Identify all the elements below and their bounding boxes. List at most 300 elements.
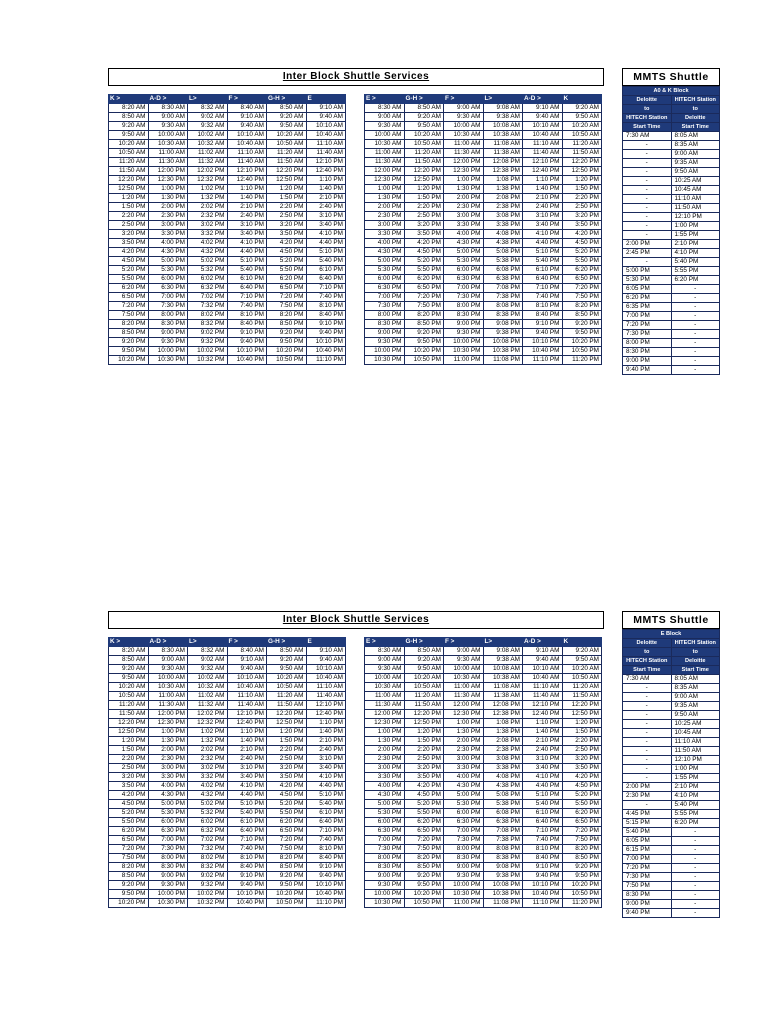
time-cell: 8:50 AM bbox=[109, 656, 149, 665]
table-row bbox=[365, 212, 602, 221]
time-cell: 12:32 PM bbox=[188, 719, 228, 728]
time-cell: 10:08 AM bbox=[483, 665, 523, 674]
mmts-time-cell: 6:05 PM bbox=[623, 837, 672, 846]
time-cell: 8:10 PM bbox=[306, 845, 346, 854]
time-cell: 9:10 AM bbox=[227, 656, 267, 665]
time-cell: 9:32 PM bbox=[188, 338, 228, 347]
mmts-time-cell: - bbox=[623, 729, 672, 738]
mmts-row bbox=[623, 285, 720, 294]
time-cell: 1:30 PM bbox=[444, 185, 484, 194]
mmts-row bbox=[623, 675, 720, 684]
mmts-column-header: HITECH Station bbox=[671, 96, 720, 105]
time-cell: 3:20 PM bbox=[404, 764, 444, 773]
table-row bbox=[109, 764, 346, 773]
time-cell: 6:00 PM bbox=[148, 818, 188, 827]
time-cell: 8:30 AM bbox=[148, 647, 188, 656]
time-cell: 10:20 AM bbox=[267, 674, 307, 683]
mmts-time-cell: 10:45 AM bbox=[671, 729, 720, 738]
time-cell: 3:32 PM bbox=[188, 773, 228, 782]
time-cell: 9:50 AM bbox=[562, 656, 602, 665]
time-cell: 12:02 PM bbox=[188, 710, 228, 719]
time-cell: 4:10 PM bbox=[227, 239, 267, 248]
table-row bbox=[109, 728, 346, 737]
mmts-time-cell: - bbox=[623, 747, 672, 756]
mmts-title: MMTS Shuttle bbox=[622, 68, 720, 86]
time-cell: 11:20 AM bbox=[562, 683, 602, 692]
table-row bbox=[109, 818, 346, 827]
mmts-row bbox=[623, 321, 720, 330]
time-cell: 9:40 PM bbox=[306, 872, 346, 881]
time-cell: 5:50 PM bbox=[267, 809, 307, 818]
time-cell: 4:30 PM bbox=[365, 248, 405, 257]
time-cell: 11:50 AM bbox=[109, 710, 149, 719]
time-cell: 12:08 PM bbox=[483, 701, 523, 710]
mmts-time-cell: 4:45 PM bbox=[623, 810, 672, 819]
time-cell: 11:08 PM bbox=[483, 899, 523, 908]
mmts-time-cell: 11:10 AM bbox=[671, 195, 720, 204]
time-cell: 10:30 AM bbox=[148, 683, 188, 692]
time-cell: 8:20 AM bbox=[109, 104, 149, 113]
table-row bbox=[109, 881, 346, 890]
time-cell: 5:32 PM bbox=[188, 809, 228, 818]
time-cell: 2:20 PM bbox=[267, 203, 307, 212]
time-cell: 1:20 PM bbox=[404, 185, 444, 194]
time-cell: 7:50 PM bbox=[109, 311, 149, 320]
time-cell: 9:10 AM bbox=[306, 647, 346, 656]
time-cell: 10:30 PM bbox=[444, 347, 484, 356]
column-header: F > bbox=[444, 95, 484, 104]
time-cell: 3:08 PM bbox=[483, 212, 523, 221]
table-row bbox=[109, 890, 346, 899]
time-cell: 9:32 PM bbox=[188, 881, 228, 890]
mmts-time-cell: - bbox=[671, 339, 720, 348]
time-cell: 9:50 PM bbox=[404, 338, 444, 347]
time-cell: 12:30 PM bbox=[148, 176, 188, 185]
time-cell: 1:10 PM bbox=[227, 728, 267, 737]
column-header: G-H > bbox=[404, 95, 444, 104]
column-header: K bbox=[562, 638, 602, 647]
time-cell: 8:40 PM bbox=[306, 854, 346, 863]
time-cell: 9:00 PM bbox=[148, 872, 188, 881]
time-cell: 8:50 PM bbox=[562, 854, 602, 863]
time-cell: 11:50 AM bbox=[562, 149, 602, 158]
time-cell: 9:50 AM bbox=[109, 131, 149, 140]
time-cell: 2:40 PM bbox=[227, 212, 267, 221]
table-row bbox=[109, 158, 346, 167]
time-cell: 7:32 PM bbox=[188, 302, 228, 311]
time-cell: 8:30 PM bbox=[444, 311, 484, 320]
mmts-time-cell: - bbox=[623, 159, 672, 168]
time-cell: 4:40 PM bbox=[227, 248, 267, 257]
time-cell: 10:20 PM bbox=[562, 338, 602, 347]
time-cell: 3:40 PM bbox=[306, 764, 346, 773]
time-cell: 8:00 PM bbox=[365, 854, 405, 863]
mmts-column-header: Start Time bbox=[671, 666, 720, 675]
table-row bbox=[365, 872, 602, 881]
table-row bbox=[109, 230, 346, 239]
mmts-row bbox=[623, 249, 720, 258]
time-cell: 12:10 PM bbox=[523, 158, 563, 167]
mmts-time-cell: 7:20 PM bbox=[623, 321, 672, 330]
time-cell: 9:50 AM bbox=[267, 665, 307, 674]
mmts-time-cell: 5:55 PM bbox=[671, 810, 720, 819]
time-cell: 4:08 PM bbox=[483, 230, 523, 239]
mmts-time-cell: 9:00 AM bbox=[671, 693, 720, 702]
table-row bbox=[365, 104, 602, 113]
table-row bbox=[365, 122, 602, 131]
mmts-row bbox=[623, 810, 720, 819]
mmts-time-cell: 10:25 AM bbox=[671, 720, 720, 729]
time-cell: 4:40 PM bbox=[227, 791, 267, 800]
time-cell: 9:50 PM bbox=[109, 347, 149, 356]
mmts-column-header: to bbox=[623, 105, 672, 114]
mmts-row bbox=[623, 195, 720, 204]
time-cell: 4:50 PM bbox=[109, 257, 149, 266]
time-cell: 10:40 PM bbox=[227, 356, 267, 365]
mmts-time-cell: - bbox=[671, 330, 720, 339]
mmts-time-cell: - bbox=[671, 846, 720, 855]
table-row bbox=[109, 248, 346, 257]
time-cell: 12:50 PM bbox=[404, 719, 444, 728]
time-cell: 8:50 PM bbox=[267, 863, 307, 872]
time-cell: 9:30 AM bbox=[444, 113, 484, 122]
time-cell: 9:02 AM bbox=[188, 656, 228, 665]
table-row bbox=[109, 755, 346, 764]
time-cell: 9:30 AM bbox=[365, 122, 405, 131]
time-cell: 6:30 PM bbox=[444, 275, 484, 284]
mmts-table bbox=[622, 629, 720, 918]
time-cell: 2:50 PM bbox=[404, 212, 444, 221]
mmts-time-cell: - bbox=[671, 864, 720, 873]
time-cell: 1:00 PM bbox=[365, 728, 405, 737]
time-cell: 4:02 PM bbox=[188, 782, 228, 791]
time-cell: 1:32 PM bbox=[188, 737, 228, 746]
table-row bbox=[109, 872, 346, 881]
mmts-time-cell: - bbox=[671, 303, 720, 312]
mmts-time-cell: 6:20 PM bbox=[671, 276, 720, 285]
time-cell: 5:20 PM bbox=[109, 809, 149, 818]
mmts-block-row bbox=[623, 87, 720, 96]
time-cell: 9:00 PM bbox=[444, 863, 484, 872]
time-cell: 7:10 PM bbox=[523, 827, 563, 836]
time-cell: 4:30 PM bbox=[148, 791, 188, 800]
time-cell: 2:30 PM bbox=[365, 755, 405, 764]
column-header: L> bbox=[483, 95, 523, 104]
table-row bbox=[365, 113, 602, 122]
table-row bbox=[365, 140, 602, 149]
mmts-row bbox=[623, 357, 720, 366]
time-cell: 1:40 PM bbox=[523, 728, 563, 737]
time-cell: 6:38 PM bbox=[483, 818, 523, 827]
time-cell: 10:00 AM bbox=[365, 131, 405, 140]
mmts-row bbox=[623, 204, 720, 213]
time-cell: 11:40 AM bbox=[306, 149, 346, 158]
mmts-time-cell: - bbox=[623, 756, 672, 765]
time-cell: 11:20 PM bbox=[562, 899, 602, 908]
time-cell: 6:50 PM bbox=[109, 836, 149, 845]
time-cell: 11:10 AM bbox=[523, 683, 563, 692]
time-cell: 10:50 AM bbox=[109, 692, 149, 701]
time-cell: 8:40 PM bbox=[306, 311, 346, 320]
time-cell: 9:30 PM bbox=[365, 338, 405, 347]
time-cell: 4:30 PM bbox=[365, 791, 405, 800]
time-cell: 12:50 PM bbox=[109, 728, 149, 737]
time-cell: 8:30 PM bbox=[148, 320, 188, 329]
time-cell: 10:38 PM bbox=[483, 890, 523, 899]
time-cell: 5:20 PM bbox=[267, 800, 307, 809]
mmts-header-row bbox=[623, 657, 720, 666]
table-row bbox=[109, 149, 346, 158]
time-cell: 1:20 PM bbox=[404, 728, 444, 737]
time-cell: 10:50 PM bbox=[404, 356, 444, 365]
time-cell: 9:00 PM bbox=[444, 320, 484, 329]
time-cell: 9:40 AM bbox=[227, 665, 267, 674]
time-cell: 9:50 AM bbox=[562, 113, 602, 122]
mmts-time-cell: 7:30 AM bbox=[623, 132, 672, 141]
mmts-header-row bbox=[623, 96, 720, 105]
time-cell: 3:38 PM bbox=[483, 221, 523, 230]
time-cell: 6:08 PM bbox=[483, 266, 523, 275]
time-cell: 9:20 PM bbox=[562, 863, 602, 872]
time-cell: 6:50 PM bbox=[267, 284, 307, 293]
time-cell: 1:40 PM bbox=[227, 737, 267, 746]
time-cell: 9:50 PM bbox=[404, 881, 444, 890]
time-cell: 3:00 PM bbox=[148, 221, 188, 230]
time-cell: 7:40 PM bbox=[306, 293, 346, 302]
mmts-row bbox=[623, 240, 720, 249]
time-cell: 10:50 PM bbox=[562, 890, 602, 899]
mmts-row bbox=[623, 828, 720, 837]
table-row bbox=[109, 122, 346, 131]
mmts-row bbox=[623, 339, 720, 348]
time-cell: 6:30 PM bbox=[444, 818, 484, 827]
time-cell: 10:20 AM bbox=[562, 122, 602, 131]
time-cell: 10:10 PM bbox=[227, 347, 267, 356]
time-cell: 11:10 AM bbox=[227, 149, 267, 158]
time-cell: 8:32 PM bbox=[188, 320, 228, 329]
table-row bbox=[365, 818, 602, 827]
time-cell: 12:00 PM bbox=[148, 710, 188, 719]
time-cell: 7:20 PM bbox=[267, 293, 307, 302]
time-cell: 10:50 AM bbox=[404, 683, 444, 692]
table-header-row bbox=[365, 95, 602, 104]
time-cell: 10:50 AM bbox=[562, 674, 602, 683]
time-cell: 5:30 PM bbox=[365, 809, 405, 818]
time-cell: 2:00 PM bbox=[365, 746, 405, 755]
time-cell: 9:20 AM bbox=[404, 656, 444, 665]
time-cell: 5:40 PM bbox=[523, 800, 563, 809]
mmts-row bbox=[623, 141, 720, 150]
time-cell: 3:50 PM bbox=[562, 764, 602, 773]
table-row bbox=[109, 212, 346, 221]
time-cell: 1:00 PM bbox=[365, 185, 405, 194]
table-row bbox=[109, 647, 346, 656]
time-cell: 3:40 PM bbox=[523, 764, 563, 773]
time-cell: 3:50 PM bbox=[109, 239, 149, 248]
mmts-time-cell: 5:55 PM bbox=[671, 267, 720, 276]
time-cell: 10:10 AM bbox=[523, 122, 563, 131]
mmts-block-row bbox=[623, 630, 720, 639]
time-cell: 6:00 PM bbox=[148, 275, 188, 284]
time-cell: 7:30 PM bbox=[444, 293, 484, 302]
time-cell: 9:30 PM bbox=[365, 881, 405, 890]
time-cell: 1:50 PM bbox=[562, 728, 602, 737]
mmts-time-cell: 10:25 AM bbox=[671, 177, 720, 186]
time-cell: 5:00 PM bbox=[365, 800, 405, 809]
time-cell: 10:00 AM bbox=[148, 131, 188, 140]
mmts-row bbox=[623, 837, 720, 846]
table-row bbox=[365, 674, 602, 683]
time-cell: 8:50 AM bbox=[267, 647, 307, 656]
time-cell: 10:32 PM bbox=[188, 356, 228, 365]
time-cell: 7:02 PM bbox=[188, 836, 228, 845]
time-cell: 4:30 PM bbox=[148, 248, 188, 257]
time-cell: 12:02 PM bbox=[188, 167, 228, 176]
table-header-row bbox=[109, 638, 346, 647]
table-row bbox=[365, 773, 602, 782]
time-cell: 6:10 PM bbox=[227, 275, 267, 284]
time-cell: 6:20 PM bbox=[109, 284, 149, 293]
time-cell: 8:30 PM bbox=[148, 863, 188, 872]
time-cell: 6:50 PM bbox=[404, 284, 444, 293]
time-cell: 5:00 PM bbox=[444, 248, 484, 257]
time-cell: 4:20 PM bbox=[267, 239, 307, 248]
time-cell: 9:20 PM bbox=[404, 329, 444, 338]
time-cell: 3:20 PM bbox=[562, 212, 602, 221]
mmts-row bbox=[623, 855, 720, 864]
time-cell: 12:40 PM bbox=[306, 710, 346, 719]
mmts-time-cell: - bbox=[671, 312, 720, 321]
table-row bbox=[365, 131, 602, 140]
time-cell: 9:38 AM bbox=[483, 656, 523, 665]
time-cell: 8:32 PM bbox=[188, 863, 228, 872]
time-cell: 10:30 AM bbox=[365, 140, 405, 149]
time-cell: 6:00 PM bbox=[365, 818, 405, 827]
time-cell: 10:40 PM bbox=[523, 890, 563, 899]
time-cell: 9:10 AM bbox=[306, 104, 346, 113]
time-cell: 7:40 PM bbox=[523, 293, 563, 302]
mmts-time-cell: - bbox=[623, 258, 672, 267]
column-header: G-H > bbox=[267, 95, 307, 104]
time-cell: 7:50 PM bbox=[267, 845, 307, 854]
time-cell: 2:20 PM bbox=[562, 194, 602, 203]
time-cell: 2:30 PM bbox=[148, 755, 188, 764]
time-cell: 5:20 PM bbox=[267, 257, 307, 266]
time-cell: 9:20 AM bbox=[562, 647, 602, 656]
time-cell: 2:50 PM bbox=[267, 212, 307, 221]
time-cell: 10:30 AM bbox=[444, 674, 484, 683]
mmts-time-cell: - bbox=[671, 828, 720, 837]
time-cell: 8:50 PM bbox=[267, 320, 307, 329]
table-row bbox=[365, 656, 602, 665]
time-cell: 10:00 PM bbox=[444, 338, 484, 347]
table-row bbox=[365, 710, 602, 719]
table-row bbox=[109, 674, 346, 683]
time-cell: 1:10 PM bbox=[306, 719, 346, 728]
time-cell: 10:20 AM bbox=[562, 665, 602, 674]
time-cell: 3:40 PM bbox=[227, 773, 267, 782]
table-row bbox=[109, 140, 346, 149]
schedule-section-e bbox=[0, 611, 768, 951]
time-cell: 4:40 PM bbox=[306, 782, 346, 791]
time-cell: 11:20 AM bbox=[109, 701, 149, 710]
time-cell: 5:40 PM bbox=[523, 257, 563, 266]
time-cell: 11:00 AM bbox=[148, 149, 188, 158]
mmts-row bbox=[623, 747, 720, 756]
time-cell: 10:40 PM bbox=[523, 347, 563, 356]
mmts-time-cell: 4:10 PM bbox=[671, 249, 720, 258]
time-cell: 6:00 PM bbox=[444, 809, 484, 818]
time-cell: 7:40 PM bbox=[227, 302, 267, 311]
time-cell: 9:40 AM bbox=[523, 656, 563, 665]
table-row bbox=[109, 701, 346, 710]
table-row bbox=[365, 203, 602, 212]
time-cell: 11:40 AM bbox=[523, 692, 563, 701]
time-cell: 9:50 AM bbox=[109, 674, 149, 683]
time-cell: 11:00 PM bbox=[444, 356, 484, 365]
time-cell: 10:50 PM bbox=[562, 347, 602, 356]
right-schedule-table bbox=[364, 637, 602, 908]
time-cell: 3:20 PM bbox=[267, 764, 307, 773]
time-cell: 4:20 PM bbox=[267, 782, 307, 791]
time-cell: 6:40 PM bbox=[227, 827, 267, 836]
time-cell: 5:08 PM bbox=[483, 248, 523, 257]
time-cell: 9:20 AM bbox=[267, 656, 307, 665]
time-cell: 10:00 AM bbox=[365, 674, 405, 683]
time-cell: 2:40 PM bbox=[306, 746, 346, 755]
column-header: E bbox=[306, 638, 346, 647]
time-cell: 9:08 AM bbox=[483, 104, 523, 113]
time-cell: 1:30 PM bbox=[148, 737, 188, 746]
time-cell: 5:02 PM bbox=[188, 800, 228, 809]
time-cell: 4:50 PM bbox=[404, 791, 444, 800]
time-cell: 11:00 PM bbox=[444, 899, 484, 908]
table-row bbox=[109, 320, 346, 329]
time-cell: 2:02 PM bbox=[188, 203, 228, 212]
time-cell: 11:10 AM bbox=[523, 140, 563, 149]
time-cell: 8:30 AM bbox=[148, 104, 188, 113]
mmts-time-cell: 9:00 PM bbox=[623, 900, 672, 909]
time-cell: 10:50 AM bbox=[404, 140, 444, 149]
table-row bbox=[109, 665, 346, 674]
time-cell: 8:20 PM bbox=[109, 863, 149, 872]
time-cell: 9:10 PM bbox=[523, 863, 563, 872]
time-cell: 2:10 PM bbox=[523, 737, 563, 746]
time-cell: 3:50 PM bbox=[267, 230, 307, 239]
time-cell: 9:20 AM bbox=[109, 122, 149, 131]
time-cell: 10:10 PM bbox=[227, 890, 267, 899]
time-cell: 2:10 PM bbox=[306, 194, 346, 203]
time-cell: 11:40 AM bbox=[227, 701, 267, 710]
time-cell: 6:20 PM bbox=[562, 266, 602, 275]
time-cell: 7:00 PM bbox=[444, 827, 484, 836]
time-cell: 3:50 PM bbox=[404, 230, 444, 239]
time-cell: 2:10 PM bbox=[523, 194, 563, 203]
mmts-time-cell: - bbox=[671, 837, 720, 846]
column-header: L> bbox=[188, 95, 228, 104]
mmts-row bbox=[623, 720, 720, 729]
time-cell: 5:00 PM bbox=[148, 257, 188, 266]
time-cell: 11:40 AM bbox=[523, 149, 563, 158]
time-cell: 9:20 AM bbox=[562, 104, 602, 113]
time-cell: 6:10 PM bbox=[523, 809, 563, 818]
time-cell: 9:32 AM bbox=[188, 122, 228, 131]
mmts-row bbox=[623, 312, 720, 321]
time-cell: 6:20 PM bbox=[562, 809, 602, 818]
right-schedule-table bbox=[364, 94, 602, 365]
time-cell: 2:10 PM bbox=[306, 737, 346, 746]
time-cell: 3:02 PM bbox=[188, 764, 228, 773]
